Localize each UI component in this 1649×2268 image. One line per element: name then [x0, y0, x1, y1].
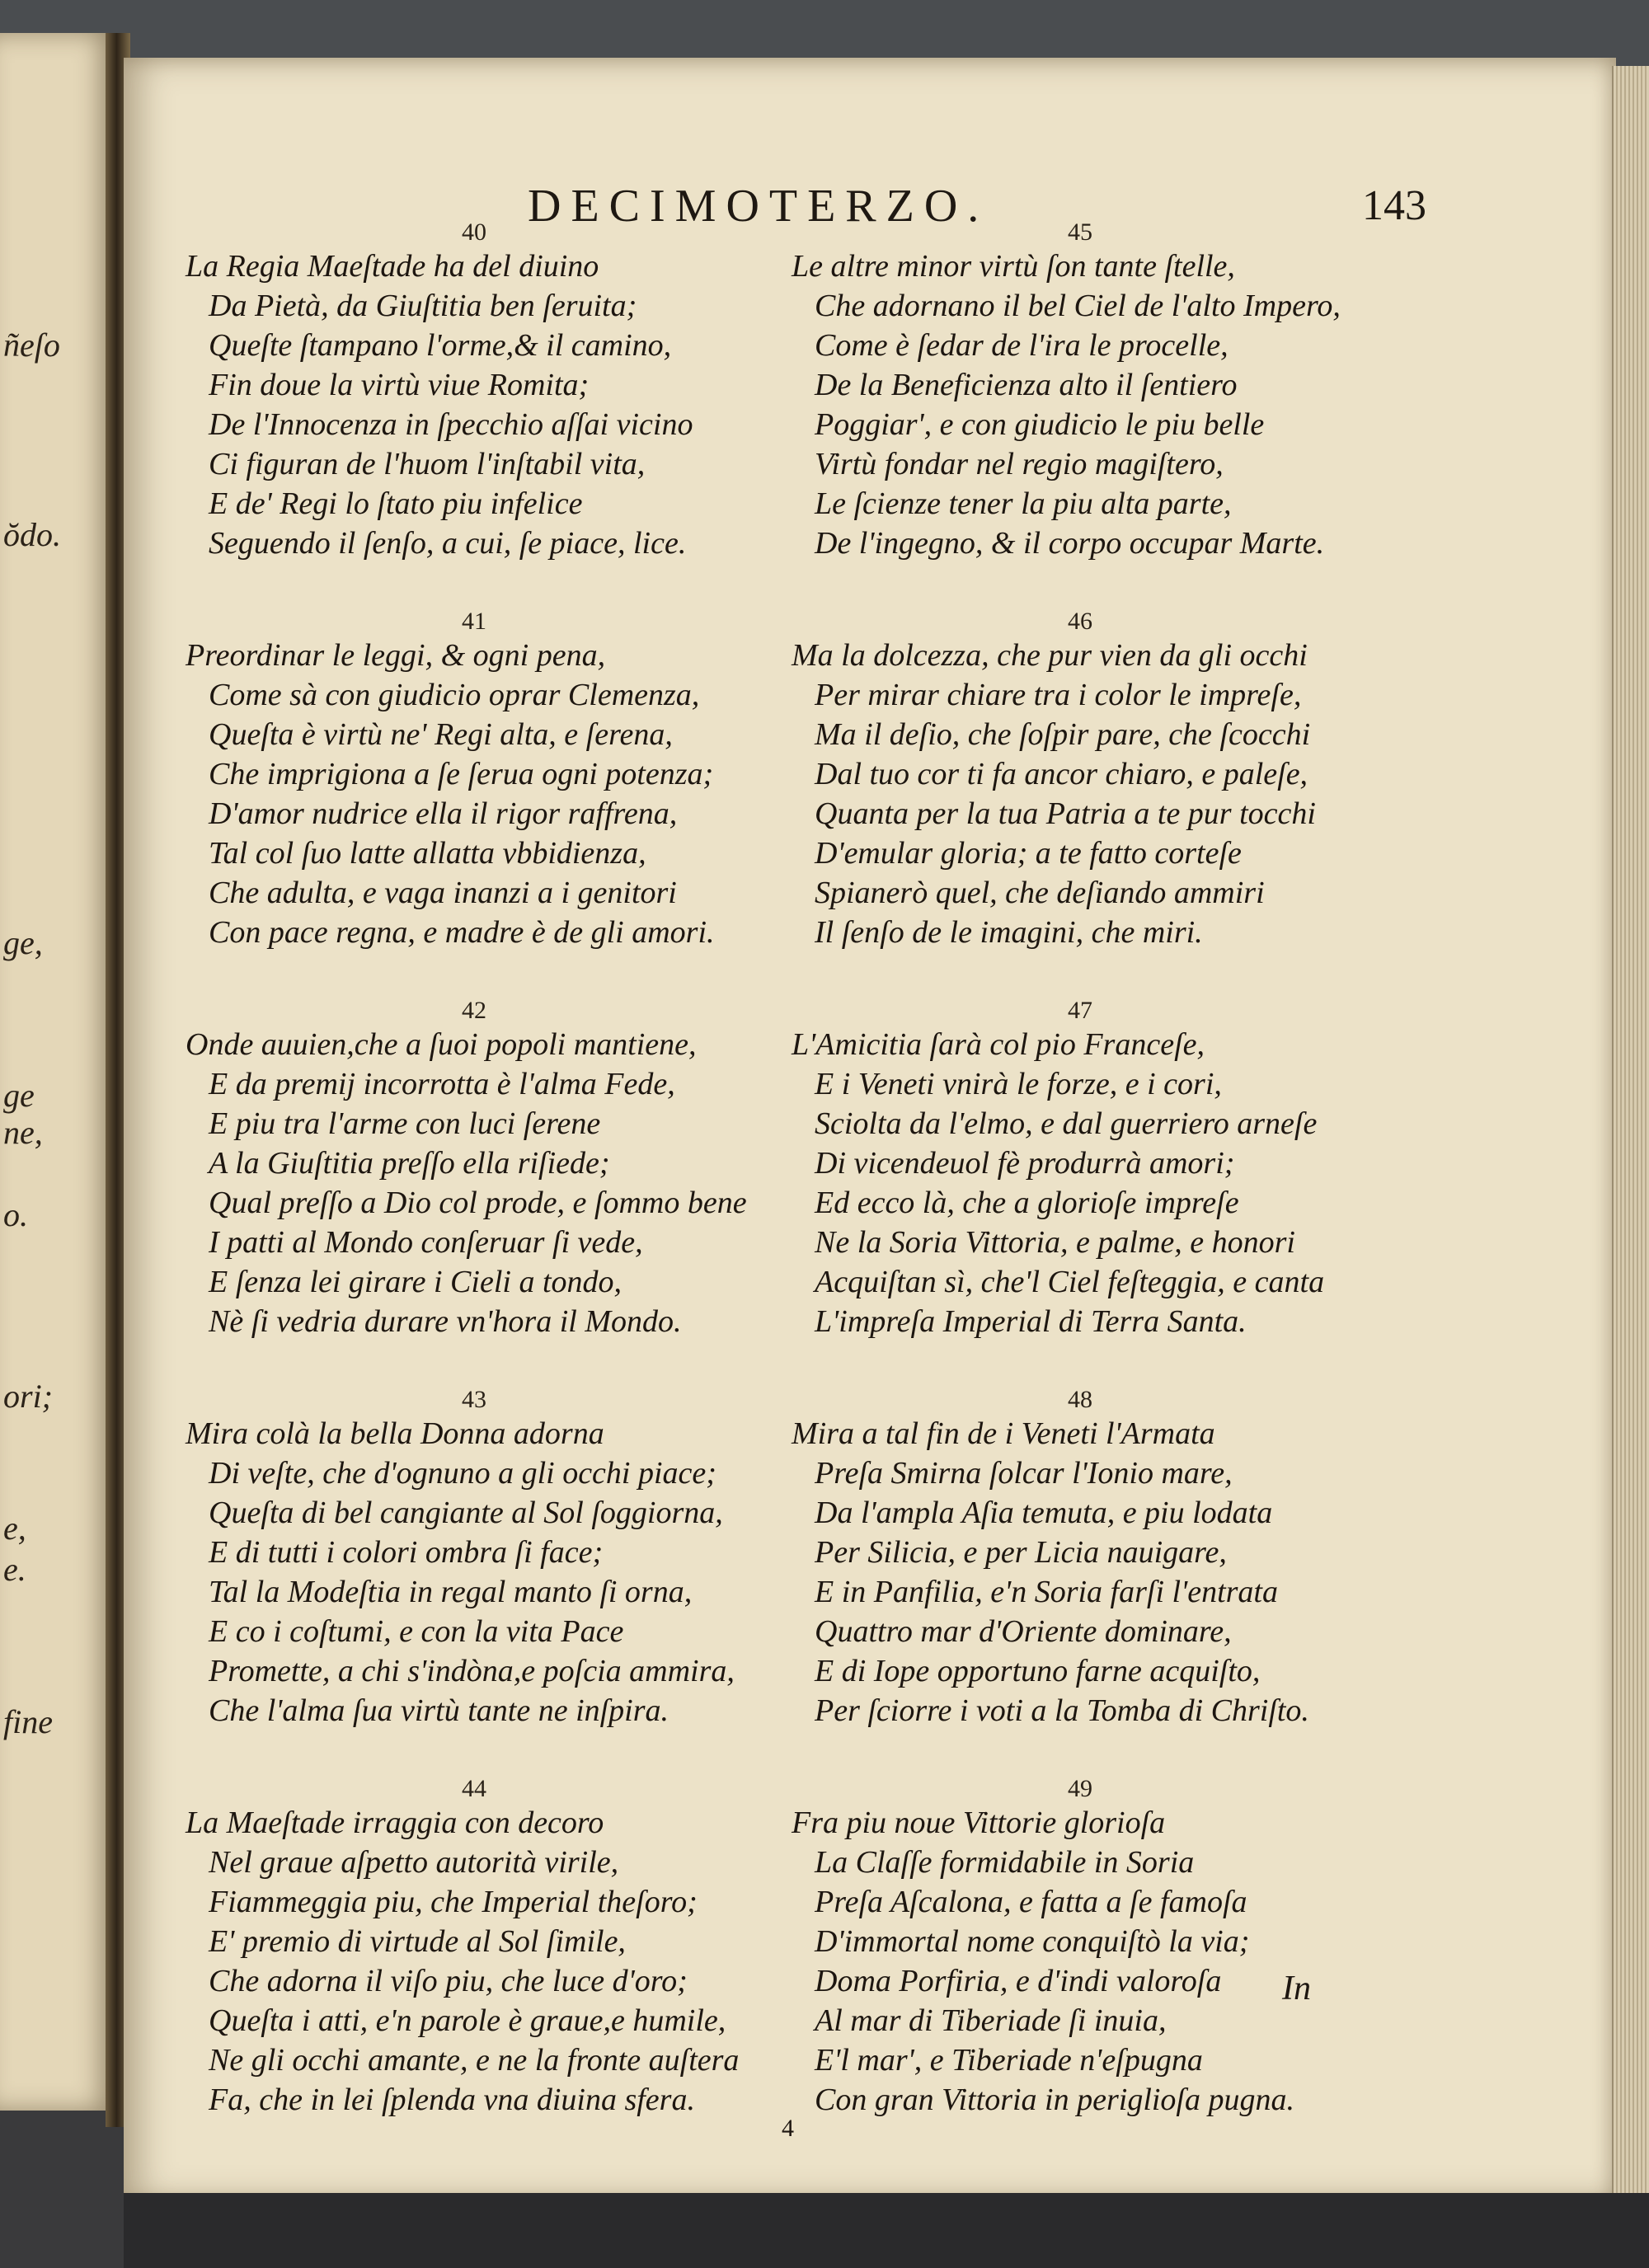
facing-page-word: ne,	[3, 1114, 43, 1151]
verse-line: Poggiar', e con giudicio le piu belle	[815, 407, 1265, 442]
verse-line: Come è ſedar de l'ira le procelle,	[815, 328, 1229, 363]
verse-line: L'Amicitia ſarà col pio Franceſe,	[792, 1027, 1205, 1062]
facing-page-word: ŏdo.	[3, 516, 61, 553]
stanza-number: 40	[462, 218, 486, 246]
verse-line: Sciolta da l'elmo, e dal guerriero arneſe	[815, 1106, 1318, 1141]
verse-line: E ſenza lei girare i Cieli a tondo,	[209, 1265, 622, 1299]
stanza-number: 41	[462, 608, 486, 635]
verse-line: Queſta è virtù ne' Regi alta, e ſerena,	[209, 717, 673, 752]
verse-line: Promette, a chi s'indòna,e poſcia ammira,	[209, 1654, 735, 1688]
stanza-49	[792, 1775, 1451, 2164]
verse-line: Mira colà la bella Donna adorna	[186, 1416, 604, 1451]
verse-line: Con gran Vittoria in periglioſa pugna.	[815, 2083, 1294, 2117]
verse-line: Per ſciorre i voti a la Tomba di Chriſto.	[815, 1693, 1309, 1728]
verse-line: Mira a tal fin de i Veneti l'Armata	[792, 1416, 1215, 1451]
verse-line: Di veſte, che d'ognuno a gli occhi piace;	[209, 1456, 716, 1491]
verse-line: Che adorna il viſo piu, che luce d'oro;	[209, 1964, 688, 1998]
verse-line: D'immortal nome conquiſtò la via;	[815, 1924, 1250, 1959]
stanza-number: 46	[1068, 608, 1092, 635]
verse-line: E de' Regi lo ſtato piu infelice	[209, 486, 583, 521]
stanza-46	[792, 608, 1451, 997]
verse-line: Preſa Aſcalona, e fatta a ſe famoſa	[815, 1885, 1247, 1919]
facing-page-word: ge	[3, 1077, 35, 1114]
verse-line: Ne gli occhi amante, e ne la fronte auſtera	[209, 2043, 740, 2078]
verse-line: E co i coſtumi, e con la vita Pace	[209, 1614, 624, 1649]
verse-line: E da premij incorrotta è l'alma Fede,	[209, 1067, 675, 1101]
facing-page-fragment	[0, 33, 115, 2111]
verse-line: De l'ingegno, & il corpo occupar Marte.	[815, 526, 1325, 561]
verse-line: D'emular gloria; a te fatto corteſe	[815, 836, 1242, 871]
facing-page-word: fine	[3, 1703, 53, 1740]
bottom-shadow	[124, 2193, 1649, 2268]
verse-line: Da l'ampla Aſia temuta, e piu lodata	[815, 1496, 1273, 1530]
stanza-number: 48	[1068, 1386, 1092, 1413]
verse-line: Da Pietà, da Giuſtitia ben ſeruita;	[209, 289, 637, 323]
verse-line: Qual preſſo a Dio col prode, e ſommo bene	[209, 1186, 747, 1220]
stanza-45	[792, 218, 1451, 608]
verse-line: Queſte ſtampano l'orme,& il camino,	[209, 328, 672, 363]
stanza-42	[186, 997, 845, 1386]
verse-line: Al mar di Tiberiade ſi inuia,	[815, 2003, 1167, 2038]
running-head: DECIMOTERZO.	[528, 181, 989, 232]
verse-line: E'l mar', e Tiberiade n'eſpugna	[815, 2043, 1203, 2078]
left-column	[186, 218, 845, 2164]
stanza-number: 45	[1068, 218, 1092, 246]
catchword: In	[1282, 1970, 1311, 2007]
verse-line: Ci figuran de l'huom l'inſtabil vita,	[209, 447, 646, 481]
facing-page-word: e,	[3, 1510, 26, 1547]
verse-line: E' premio di virtude al Sol ſimile,	[209, 1924, 626, 1959]
verse-line: Quanta per la tua Patria a te pur tocchi	[815, 796, 1316, 831]
verse-line: Acquiſtan sì, che'l Ciel feſteggia, e canta	[815, 1265, 1325, 1299]
verse-line: Il ſenſo de le imagini, che miri.	[815, 915, 1203, 950]
verse-line: La Claſſe formidabile in Soria	[815, 1845, 1195, 1880]
facing-page-word: ori;	[3, 1378, 53, 1415]
verse-line: I patti al Mondo conſeruar ſi vede,	[209, 1225, 643, 1260]
verse-line: Tal col ſuo latte allatta vbbidienza,	[209, 836, 646, 871]
verse-line: Queſta i atti, e'n parole è graue,e humile,	[209, 2003, 726, 2038]
verse-line: Le ſcienze tener la piu alta parte,	[815, 486, 1232, 521]
verse-line: Ma la dolcezza, che pur vien da gli occhi	[792, 638, 1308, 673]
verse-line: Virtù fondar nel regio magiſtero,	[815, 447, 1224, 481]
verse-line: Seguendo il ſenſo, a cui, ſe piace, lice.	[209, 526, 687, 561]
page-number: 143	[1362, 182, 1426, 229]
verse-line: Preordinar le leggi, & ogni pena,	[186, 638, 606, 673]
verse-line: L'impreſa Imperial di Terra Santa.	[815, 1304, 1247, 1339]
verse-line: Che imprigiona a ſe ſerua ogni potenza;	[209, 757, 714, 791]
verse-line: Che adulta, e vaga inanzi a i genitori	[209, 876, 677, 910]
stanza-48	[792, 1386, 1451, 1775]
stanza-number: 42	[462, 997, 486, 1024]
facing-page-word: ge,	[3, 924, 43, 961]
stanza-47	[792, 997, 1451, 1386]
stanza-41	[186, 608, 845, 997]
verse-line: Come sà con giudicio oprar Clemenza,	[209, 678, 700, 712]
verse-line: Tal la Modeſtia in regal manto ſi orna,	[209, 1575, 693, 1609]
facing-page-word: o.	[3, 1196, 28, 1233]
verse-line: La Maeſtade irraggia con decoro	[186, 1805, 604, 1840]
stanza-40	[186, 218, 845, 608]
verse-line: A la Giuſtitia preſſo ella riſiede;	[209, 1146, 610, 1181]
verse-line: E piu tra l'arme con luci ſerene	[209, 1106, 601, 1141]
verse-line: E di tutti i colori ombra ſi face;	[209, 1535, 604, 1570]
verse-line: Quattro mar d'Oriente dominare,	[815, 1614, 1232, 1649]
verse-line: E i Veneti vnirà le forze, e i cori,	[815, 1067, 1222, 1101]
verse-line: Onde auuien,che a ſuoi popoli mantiene,	[186, 1027, 697, 1062]
stanza-43	[186, 1386, 845, 1775]
verse-line: Nel graue aſpetto autorità virile,	[209, 1845, 619, 1880]
verse-line: Fin doue la virtù viue Romita;	[209, 368, 590, 402]
verse-line: De la Beneficienza alto il ſentiero	[815, 368, 1238, 402]
stanza-number: 49	[1068, 1775, 1092, 1802]
verse-line: Ma il deſio, che ſoſpir pare, che ſcocchi	[815, 717, 1311, 752]
verse-line: Nè ſi vedria durare vn'hora il Mondo.	[209, 1304, 682, 1339]
verse-line: Che adornano il bel Ciel de l'alto Impero,	[815, 289, 1341, 323]
facing-page-word: e.	[3, 1551, 26, 1588]
verse-line: De l'Innocenza in ſpecchio aſſai vicino	[209, 407, 693, 442]
verse-line: Con pace regna, e madre è de gli amori.	[209, 915, 715, 950]
verse-line: Le altre minor virtù ſon tante ſtelle,	[792, 249, 1235, 284]
verse-line: Spianerò quel, che deſiando ammiri	[815, 876, 1265, 910]
signature-mark: 4	[782, 2115, 794, 2142]
verse-line: Fiammeggia piu, che Imperial theſoro;	[209, 1885, 698, 1919]
verse-line: D'amor nudrice ella il rigor raffrena,	[209, 796, 678, 831]
verse-line: Ed ecco là, che a glorioſe impreſe	[815, 1186, 1239, 1220]
verse-line: Fra piu noue Vittorie glorioſa	[792, 1805, 1166, 1840]
verse-line: Queſta di bel cangiante al Sol ſoggiorna,	[209, 1496, 723, 1530]
verse-line: Preſa Smirna ſolcar l'Ionio mare,	[815, 1456, 1233, 1491]
stanza-number: 47	[1068, 997, 1092, 1024]
verse-line: Per mirar chiare tra i color le impreſe,	[815, 678, 1302, 712]
page-edges	[1612, 66, 1649, 2201]
verse-line: Ne la Soria Vittoria, e palme, e honori	[815, 1225, 1295, 1260]
verse-line: E di Iope opportuno farne acquiſto,	[815, 1654, 1261, 1688]
verse-line: Doma Porfiria, e d'indi valoroſa	[815, 1964, 1222, 1998]
right-column	[792, 218, 1451, 2164]
verse-line: Fa, che in lei ſplenda vna diuina sfera.	[209, 2083, 695, 2117]
verse-line: Che l'alma ſua virtù tante ne inſpira.	[209, 1693, 669, 1728]
verse-line: E in Panfilia, e'n Soria farſi l'entrata	[815, 1575, 1278, 1609]
verse-line: Dal tuo cor ti fa ancor chiaro, e paleſe,	[815, 757, 1308, 791]
facing-page-word: ñeſo	[3, 326, 60, 364]
verse-line: Di vicendeuol fè produrrà amori;	[815, 1146, 1235, 1181]
stanza-number: 44	[462, 1775, 486, 1802]
stanza-number: 43	[462, 1386, 486, 1413]
verse-line: La Regia Maeſtade ha del diuino	[186, 249, 599, 284]
stanza-44	[186, 1775, 845, 2164]
verse-line: Per Silicia, e per Licia nauigare,	[815, 1535, 1227, 1570]
